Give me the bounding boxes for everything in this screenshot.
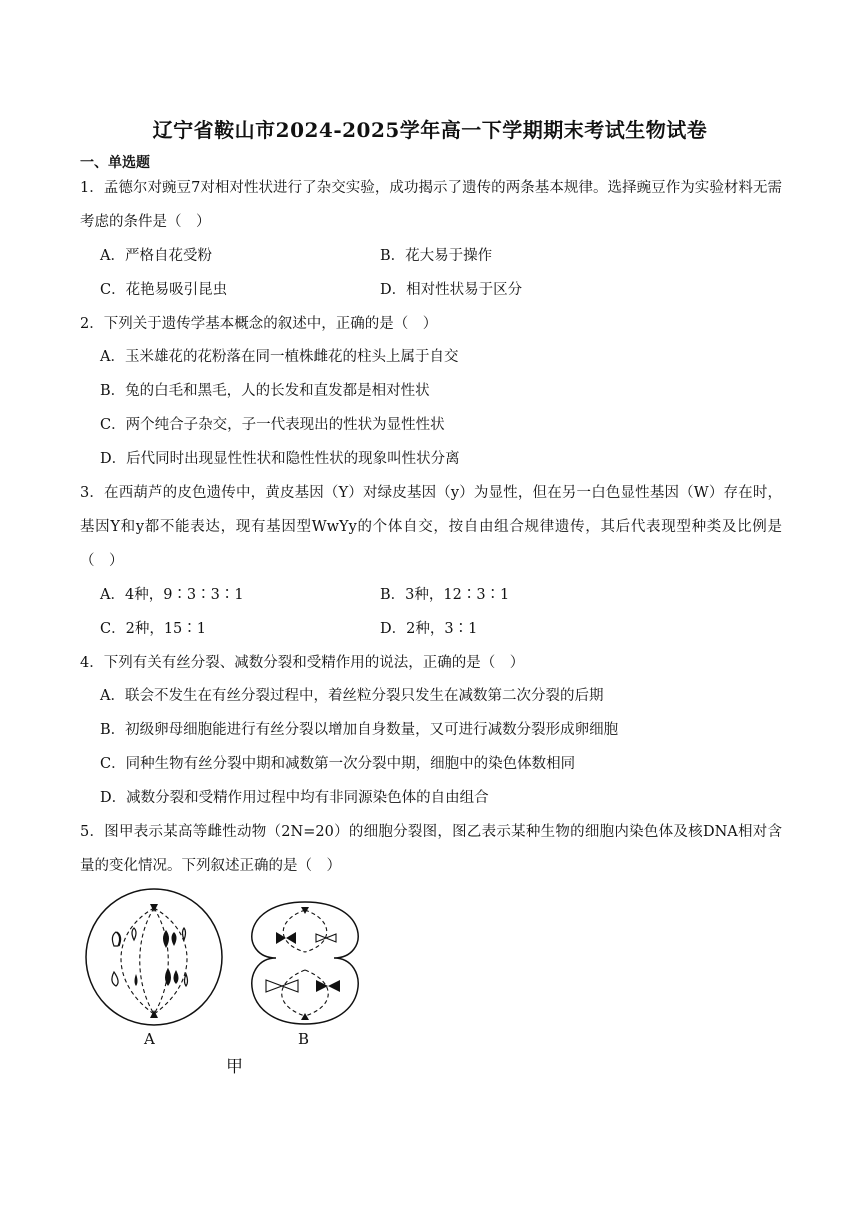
question-4-option-d: D．减数分裂和受精作用过程中均有非同源染色体的自由组合 (100, 790, 489, 806)
question-2-option-c: C．两个纯合子杂交，子一代表现出的性状为显性性状 (100, 417, 445, 433)
figure-caption: 甲 (226, 1057, 243, 1077)
section-heading: 一、单选题 (80, 155, 150, 171)
question-3-option-a: A．4种，9∶3∶3∶1 (100, 587, 244, 603)
question-3-option-c: C．2种，15∶1 (100, 621, 206, 637)
cell-division-svg (80, 888, 380, 1078)
question-1-stem: 1．孟德尔对豌豆7对相对性状进行了杂交实验，成功揭示了遗传的两条基本规律。选择豌豆作为实验材料无需考虑的条件是（ ） (80, 180, 782, 230)
cell-division-figure (80, 888, 380, 1082)
figure-label-a: A (144, 1030, 155, 1048)
question-1-option-d: D．相对性状易于区分 (380, 282, 523, 298)
question-4-option-b: B．初级卵母细胞能进行有丝分裂以增加自身数量，又可进行减数分裂形成卵细胞 (100, 722, 619, 738)
question-4-stem: 4．下列有关有丝分裂、减数分裂和受精作用的说法，正确的是（ ） (80, 655, 525, 671)
question-3-option-b: B．3种，12∶3∶1 (380, 587, 510, 603)
cell-a-drawing (86, 889, 222, 1025)
question-2-option-a: A．玉米雄花的花粉落在同一植株雌花的柱头上属于自交 (100, 349, 459, 365)
exam-title: 辽宁省鞍山市2024-2025学年高一下学期期末考试生物试卷 (152, 118, 708, 142)
question-2-option-d: D．后代同时出现显性性状和隐性性状的现象叫性状分离 (100, 451, 460, 467)
question-1-option-c: C．花艳易吸引昆虫 (100, 282, 228, 298)
figure-label-b: B (298, 1030, 310, 1048)
question-2-stem: 2．下列关于遗传学基本概念的叙述中，正确的是（ ） (80, 316, 438, 332)
question-1-option-a: A．严格自花受粉 (100, 248, 212, 264)
question-2-option-b: B．兔的白毛和黑毛，人的长发和直发都是相对性状 (100, 383, 430, 399)
question-1-option-b: B．花大易于操作 (380, 248, 493, 264)
question-5-stem: 5．图甲表示某高等雌性动物（2N=20）的细胞分裂图，图乙表示某种生物的细胞内染色体及核DNA相对含量的变化情况。下列叙述正确的是（ ） (80, 824, 782, 874)
question-4-option-a: A．联会不发生在有丝分裂过程中，着丝粒分裂只发生在减数第二次分裂的后期 (100, 688, 604, 704)
question-3-option-d: D．2种，3∶1 (380, 621, 478, 637)
cell-b-drawing (252, 902, 358, 1024)
question-4-option-c: C．同种生物有丝分裂中期和减数第一次分裂中期，细胞中的染色体数相同 (100, 756, 576, 772)
question-3-stem: 3．在西葫芦的皮色遗传中，黄皮基因（Y）对绿皮基因（y）为显性，但在另一白色显性基因（W）存在时，基因Y和y都不能表达，现有基因型WwYy的个体自交，按自由组合规律遗传，其后代表现型种类及比例是（ ） (80, 485, 782, 569)
